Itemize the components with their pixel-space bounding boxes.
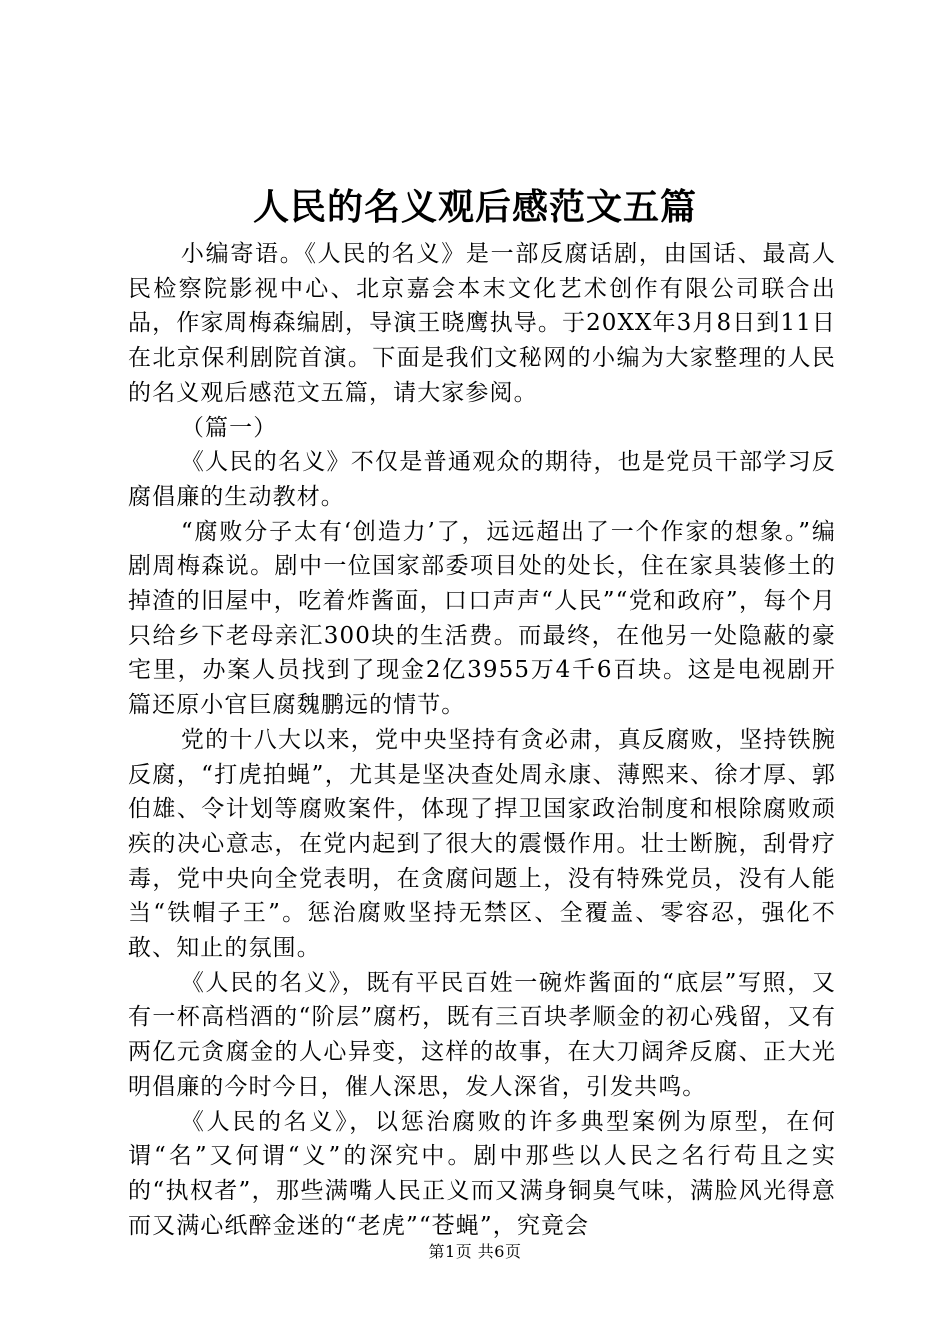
paragraph-section-heading: （篇一）	[180, 414, 278, 441]
paragraph-intro: 小编寄语。《人民的名义》是一部反腐话剧，由国话、最高人民检察院影视中心、北京嘉会本末文化艺术创作有限公司联合出品，作家周梅森编剧，导演王晓鹰执导。于20XX年3月8日到11日在北京保利剧院首演。下面是我们文秘网的小编为大家整理的人民的名义观后感范文五篇，请大家参阅。	[128, 241, 836, 406]
paragraph: 《人民的名义》，既有平民百姓一碗炸酱面的“底层”写照，又有一杯高档酒的“阶层”腐朽，既有三百块孝顺金的初心残留，又有两亿元贪腐金的人心异变，这样的故事，在大刀阔斧反腐、正大光明倡廉的今时今日，催人深思，发人深省，引发共鸣。	[128, 969, 836, 1100]
paragraph: 《人民的名义》不仅是普通观众的期待，也是党员干部学习反腐倡廉的生动教材。	[128, 449, 836, 510]
document-title: 人民的名义观后感范文五篇	[252, 186, 697, 228]
document-body	[128, 237, 836, 1243]
page-number-footer: 第1页 共6页	[428, 1242, 522, 1261]
paragraph: 党的十八大以来，党中央坚持有贪必肃，真反腐败，坚持铁腕反腐，“打虎拍蝇”，尤其是坚决查处周永康、薄熙来、徐才厚、郭伯雄、令计划等腐败案件，体现了捍卫国家政治制度和根除腐败顽疾的决心意志，在党内起到了很大的震慑作用。壮士断腕，刮骨疗毒，党中央向全党表明，在贪腐问题上，没有特殊党员，没有人能当“铁帽子王”。惩治腐败坚持无禁区、全覆盖、零容忍，强化不敢、知止的氛围。	[128, 726, 836, 962]
paragraph: “腐败分子太有‘创造力’了，远远超出了一个作家的想象。”编剧周梅森说。剧中一位国家部委项目处的处长，住在家具装修土的掉渣的旧屋中，吃着炸酱面，口口声声“人民”“党和政府”，每个月只给乡下老母亲汇300块的生活费。而最终，在他另一处隐蔽的豪宅里，办案人员找到了现金2亿3955万4千6百块。这是电视剧开篇还原小官巨腐魏鹏远的情节。	[128, 518, 836, 719]
paragraph: 《人民的名义》，以惩治腐败的许多典型案例为原型，在何谓“名”又何谓“义”的深究中。剧中那些以人民之名行苟且之实的“执权者”，那些满嘴人民正义而又满身铜臭气味，满脸风光得意而又满心纸醉金迷的“老虎”“苍蝇”，究竟会	[128, 1108, 836, 1239]
